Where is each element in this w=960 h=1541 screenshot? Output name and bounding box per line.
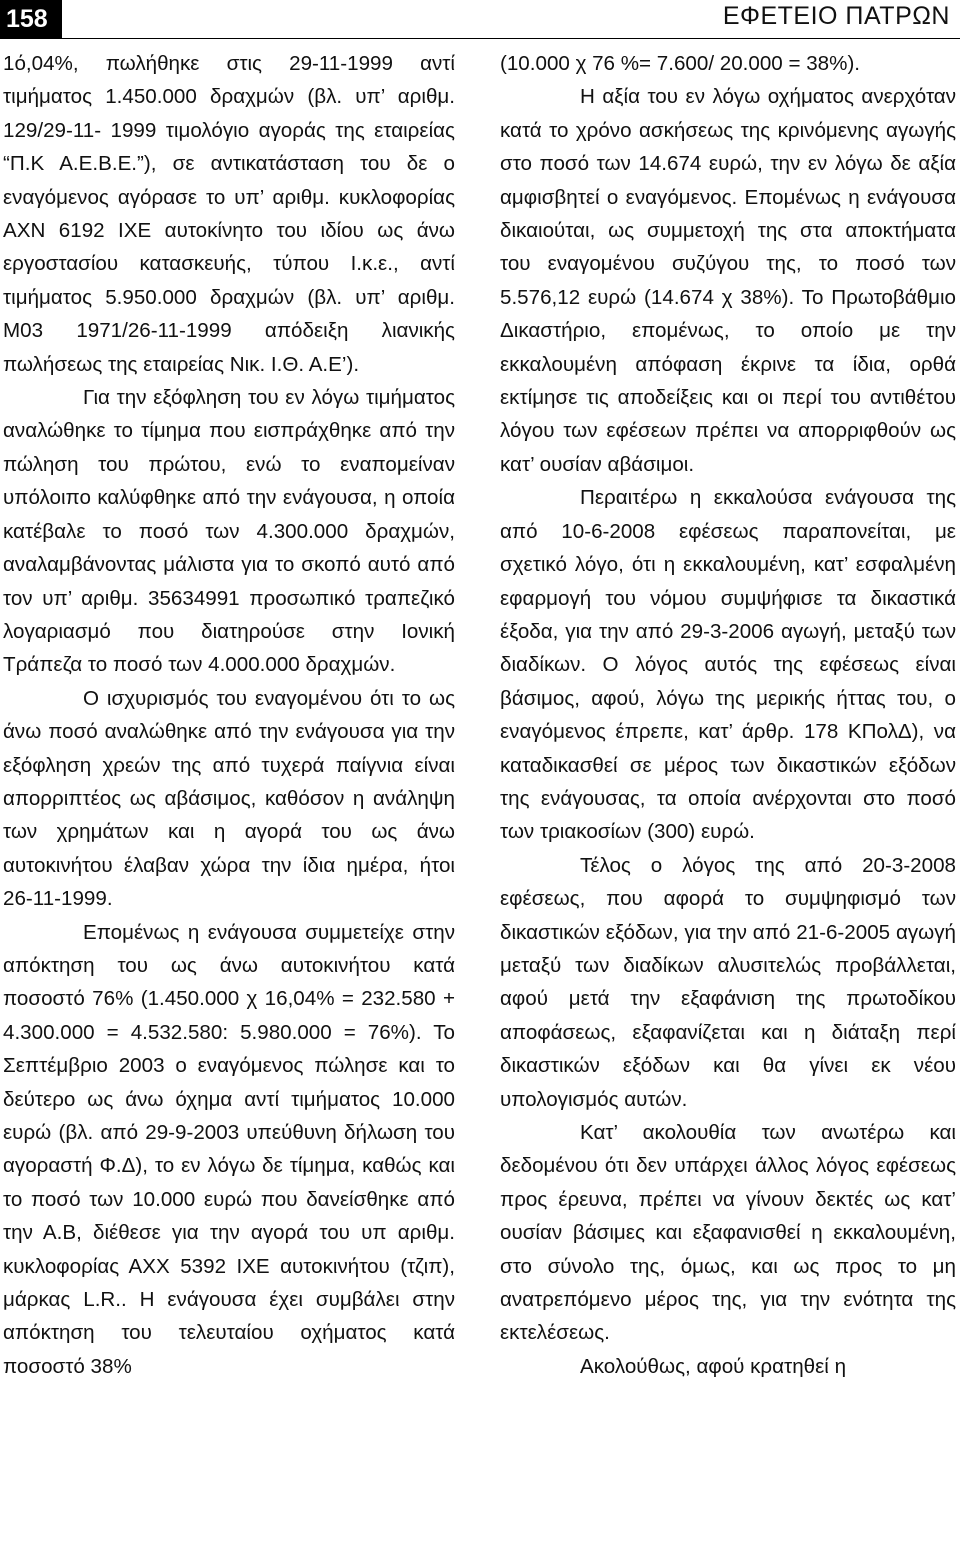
right-paragraph-6: Ακολούθως, αφού κρατηθεί η (580, 1354, 847, 1378)
right-column (500, 47, 956, 1383)
page-number: 158 (0, 0, 62, 38)
left-column (3, 47, 455, 1383)
right-paragraph-5: Κατ’ ακολουθία των ανωτέρω και δεδομένου ότι δεν υπάρχει άλλος λόγος εφέσεως προς έρευνα, πρέπει να γίνουν δεκτές ως κατ’ ουσίαν βάσιμες και εξαφανισθεί η εκκαλουμένη, στο σύνολο της, όμως, και ως προς το μη ανατρεπόμενο μέρος της, για την ενότητα της εκτελέσεως. (500, 1121, 956, 1345)
left-paragraph-1: 1ό,04%, πωλήθηκε στις 29-11-1999 αντί τιμήματος 1.450.000 δραχμών (βλ. υπ’ αριθμ. 129/29-11- 1999 τιμολόγιο αγοράς της εταιρείας “Π.Κ Α.Ε.Β.Ε.”), σε αντικατάσταση του δε ο εναγόμενος αγόρασε το υπ’ αριθμ. κυκλοφορίας ΑΧΝ 6192 ΙΧΕ αυτοκίνητο του ιδίου ως άνω εργοστασίου κατασκευής, τύπου Ι.κ.ε., αντί τιμήματος 5.950.000 δραχμών (βλ. υπ’ αριθμ. Μ03 1971/26-11-1999 απόδειξη λιανικής πωλήσεως της εταιρείας Νικ. Ι.Θ. Α.Ε’). (3, 52, 455, 376)
page-header (0, 0, 960, 38)
right-paragraph-4: Τέλος ο λόγος της από 20-3-2008 εφέσεως, που αφορά το συμψηφισμό των δικαστικών εξόδων, για την από 21-6-2005 αγωγή μεταξύ των διαδίκων αλυσιτελώς προβάλλεται, αφού μετά την εξαφάνιση της πρωτοδίκου αποφάσεως, εξαφανίζεται και η διάταξη περί δικαστικών εξόδων και θα γίνει εκ νέου υπολογισμός αυτών. (500, 853, 956, 1111)
right-paragraph-1: (10.000 χ 76 %= 7.600/ 20.000 = 38%). (500, 52, 861, 75)
left-paragraph-2: Για την εξόφληση του εν λόγω τιμήματος αναλώθηκε το τίμημα που εισπράχθηκε από την πώληση του πρώτου, ενώ το εναπομείναν υπόλοιπο καλύφθηκε από την ενάγουσα, η οποία κατέβαλε το ποσό των 4.300.000 δραχμών, αναλαμβάνοντας μάλιστα για το σκοπό αυτό από τον υπ’ αριθμ. 35634991 προσωπικό τραπεζικό λογαριασμό που διατηρούσε στην Ιονική Τράπεζα το ποσό των 4.000.000 δραχμών. (3, 386, 455, 677)
right-paragraph-3: Περαιτέρω η εκκαλούσα ενάγουσα της από 10-6-2008 εφέσεως παραπονείται, με σχετικό λόγο, ότι η εκκαλουμένη, κατ’ εσφαλμένη εφαρμογή του νόμου συμψήφισε τα δικαστικά έξοδα, για την από 29-3-2006 αγωγή, μεταξύ των διαδίκων. Ο λόγος αυτός της εφέσεως είναι βάσιμος, αφού, λόγω της μερικής ήττας του, ο εναγόμενος έπρεπε, κατ’ άρθρ. 178 ΚΠολΔ), να καταδικασθεί σε μέρος των δικαστικών εξόδων της ενάγουσας, τα οποία ανέρχονται στο ποσό των τριακοσίων (300) ευρώ. (500, 486, 956, 844)
right-paragraph-2: Η αξία του εν λόγω οχήματος ανερχόταν κατά το χρόνο ασκήσεως της κρινόμενης αγωγής στο ποσό των 14.674 ευρώ, την εν λόγω δε αξία αμφισβητεί ο εναγόμενος. Επομένως η ενάγουσα δικαιούται, ως συμμετοχή της στα αποκτήματα του εναγομένου συζύγου της, το ποσό των 5.576,12 ευρώ (14.674 χ 38%). Το Πρωτοβάθμιο Δικαστήριο, επομένως, το οποίο με την εκκαλουμένη απόφαση έκρινε τα ίδια, ορθά εκτίμησε τις αποδείξεις και οι περί του αντιθέτου λόγου των εφέσεων πρέπει να απορριφθούν ως κατ’ ουσίαν αβάσιμοι. (500, 85, 956, 476)
left-paragraph-4: Επομένως η ενάγουσα συμμετείχε στην απόκτηση του ως άνω αυτοκινήτου κατά ποσοστό 76% (1.450.000 χ 16,04% = 232.580 + 4.300.000 = 4.532.580: 5.980.000 = 76%). Το Σεπτέμβριο 2003 ο εναγόμενος πώλησε και το δεύτερο ως άνω όχημα αντί τιμήματος 10.000 ευρώ (βλ. από 29-9-2003 υπεύθυνη δήλωση του αγοραστή Φ.Δ), το εν λόγω δε τίμημα, καθώς και το ποσό των 10.000 ευρώ που δανείσθηκε από την Α.Β, διέθεσε για την αγορά του υπ αριθμ. κυκλοφορίας ΑΧΧ 5392 ΙΧΕ αυτοκινήτου (τζιπ), μάρκας L.R.. Η ενάγουσα έχει συμβάλει στην απόκτηση του τελευταίου οχήματος κατά ποσοστό 38% (3, 920, 455, 1378)
left-paragraph-3: Ο ισχυρισμός του εναγομένου ότι το ως άνω ποσό αναλώθηκε από την ενάγουσα για την εξόφληση χρεών της από τυχερά παίγνια είναι απορριπτέος ως αβάσιμος, καθόσον η ανάληψη των χρημάτων και η αγορά του ως άνω αυτοκινήτου έλαβαν χώρα την ίδια ημέρα, ήτοι 26-11-1999. (3, 686, 455, 911)
header-rule (0, 38, 960, 39)
running-head: ΕΦΕΤΕΙΟ ΠΑΤΡΩΝ (722, 2, 950, 30)
